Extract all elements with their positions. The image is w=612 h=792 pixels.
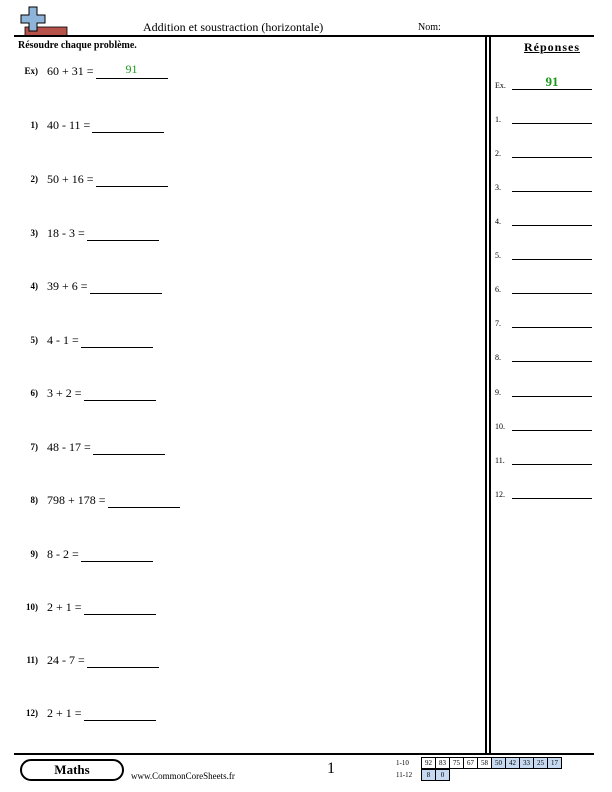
problem-expression: 4 - 1 =: [47, 333, 79, 347]
problem-expression: 39 + 6 =: [47, 279, 88, 293]
answer-row-label: 3.: [495, 183, 501, 192]
problem-number: 4): [30, 281, 38, 291]
answer-blank[interactable]: [92, 118, 164, 133]
page-number: 1: [327, 760, 335, 777]
problem-number: 1): [30, 120, 38, 130]
problem-expression: 24 - 7 =: [47, 653, 85, 667]
score-cell: 0: [435, 769, 450, 781]
answer-row-value[interactable]: [512, 176, 592, 192]
problem-expression: 2 + 1 =: [47, 706, 82, 720]
answer-row-label: 9.: [495, 388, 501, 397]
problem-expression: 2 + 1 =: [47, 600, 82, 614]
answer-row-label: 10.: [495, 422, 505, 431]
answer-row-value[interactable]: [512, 278, 592, 294]
column-separator: [485, 36, 487, 753]
answer-row-label: 4.: [495, 217, 501, 226]
answer-blank[interactable]: [81, 547, 153, 562]
column-separator: [489, 36, 491, 753]
score-cell: 42: [505, 757, 520, 769]
score-row-label: 1-10: [396, 759, 409, 767]
score-cell: 75: [449, 757, 464, 769]
answer-row-label: 5.: [495, 251, 501, 260]
answer-blank[interactable]: [81, 333, 153, 348]
answer-row-label: 11.: [495, 456, 505, 465]
answer-blank[interactable]: [84, 706, 156, 721]
problem-expression: 3 + 2 =: [47, 386, 82, 400]
answer-row-value[interactable]: [512, 346, 592, 362]
score-cell: 33: [519, 757, 534, 769]
answer-blank[interactable]: [84, 386, 156, 401]
answer-row-value[interactable]: [512, 449, 592, 465]
problem-expression: 50 + 16 =: [47, 172, 94, 186]
score-cell: 58: [477, 757, 492, 769]
answer-blank[interactable]: [93, 440, 165, 455]
answer-row-value[interactable]: [512, 108, 592, 124]
plus-book-icon: [17, 5, 69, 37]
problem-expression: 8 - 2 =: [47, 547, 79, 561]
problem-number: 11): [26, 655, 38, 665]
score-row: [396, 769, 562, 781]
score-row-label: 11-12: [396, 771, 413, 779]
problem-number: 12): [26, 708, 38, 718]
answer-row-value[interactable]: [512, 381, 592, 397]
instructions: Résoudre chaque problème.: [18, 40, 137, 51]
answer-blank[interactable]: [96, 64, 168, 79]
answer-row-label: 8.: [495, 353, 501, 362]
answer-row-value[interactable]: [512, 483, 592, 499]
subject-badge: Maths: [20, 759, 124, 781]
answer-blank[interactable]: [108, 493, 180, 508]
score-table: [396, 757, 562, 781]
problem-expression: 40 - 11 =: [47, 118, 91, 132]
score-row: [396, 757, 562, 769]
answer-row-value[interactable]: [512, 244, 592, 260]
problem-number: 8): [30, 495, 38, 505]
answer-blank[interactable]: [87, 226, 159, 241]
footer-rule: [14, 753, 594, 755]
problem-number: 9): [30, 549, 38, 559]
answer-blank[interactable]: [90, 279, 162, 294]
answer-row-label: 12.: [495, 490, 505, 499]
problem-number: 3): [30, 228, 38, 238]
header-rule: [14, 35, 594, 37]
problem-number: 6): [30, 388, 38, 398]
site-url[interactable]: www.CommonCoreSheets.fr: [131, 771, 235, 781]
problem-number: 2): [30, 174, 38, 184]
score-cell: 83: [435, 757, 450, 769]
score-cell: 67: [463, 757, 478, 769]
answer-row-label: Ex.: [495, 81, 506, 90]
answer-row-value[interactable]: [512, 142, 592, 158]
score-cell: 25: [533, 757, 548, 769]
answer-row-label: 6.: [495, 285, 501, 294]
problem-number: 7): [30, 442, 38, 452]
answer-row-value[interactable]: [512, 210, 592, 226]
answer-blank[interactable]: [87, 653, 159, 668]
answer-blank[interactable]: [84, 600, 156, 615]
answer-blank[interactable]: [96, 172, 168, 187]
problem-expression: 60 + 31 =: [47, 64, 94, 78]
score-cell: 17: [547, 757, 562, 769]
score-cell: 50: [491, 757, 506, 769]
name-label: Nom:: [418, 22, 441, 33]
answer-row-value[interactable]: [512, 312, 592, 328]
answer-row-value[interactable]: [512, 415, 592, 431]
example-answer: 91: [125, 62, 138, 76]
problem-expression: 18 - 3 =: [47, 226, 85, 240]
answer-row-label: 7.: [495, 319, 501, 328]
page-title: Addition et soustraction (horizontale): [143, 20, 324, 34]
problem-number: Ex): [24, 66, 38, 76]
problem-number: 5): [30, 335, 38, 345]
problem-number: 10): [26, 602, 38, 612]
answers-title: Réponses: [523, 40, 580, 54]
score-cell: 8: [421, 769, 436, 781]
answer-row-label: 2.: [495, 149, 501, 158]
answer-row-value[interactable]: 91: [512, 74, 592, 90]
problem-expression: 798 + 178 =: [47, 493, 106, 507]
problem-expression: 48 - 17 =: [47, 440, 91, 454]
answer-row-label: 1.: [495, 115, 501, 124]
score-cell: 92: [421, 757, 436, 769]
